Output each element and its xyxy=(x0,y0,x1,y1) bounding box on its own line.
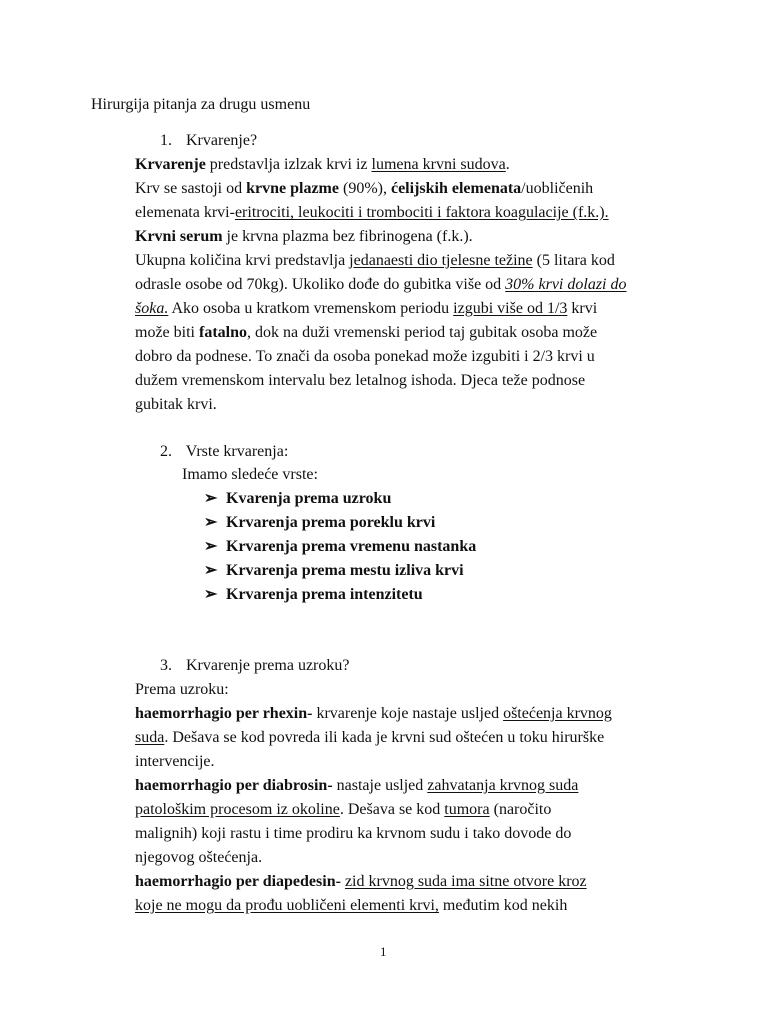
bold-term: fatalno xyxy=(198,324,247,341)
list-item-label: Krvarenja prema vremenu nastanka xyxy=(226,538,477,555)
bold-term: haemorrhagio per diapedesin- xyxy=(135,873,341,890)
text-line xyxy=(135,846,612,870)
text-run: dužem vremenskom intervalu bez letalnog ishoda. Djeca teže podnose xyxy=(135,372,586,389)
bold-term: Krvarenje xyxy=(135,156,206,173)
list-item-label: Krvarenja prema intenzitetu xyxy=(226,586,423,603)
list-item-label: Krvarenja prema mestu izliva krvi xyxy=(226,562,464,579)
underlined-text: koje ne mogu da prođu uobličeni elementi krvi, xyxy=(135,897,439,914)
list-item xyxy=(204,583,476,607)
text-line xyxy=(135,702,612,726)
list-item xyxy=(204,535,476,559)
text-run: intervencije. xyxy=(135,753,215,770)
text-run: . Dešava se kod povreda ili kada je krvni sud oštećen u toku hirurške xyxy=(164,729,605,746)
text-run: nastaje usljed xyxy=(332,777,428,794)
text-run: Ako osoba u kratkom vremenskom periodu xyxy=(168,300,454,317)
bold-term: haemorrhagio per rhexin- xyxy=(135,705,313,722)
text-run: je krvna plazma bez fibrinogena (f.k.). xyxy=(222,228,473,245)
underlined-text: jedanaesti dio tjelesne težine xyxy=(349,252,533,269)
arrow-bullet-icon: ➢ xyxy=(204,490,218,507)
document-title: Hirurgija pitanja za drugu usmenu xyxy=(91,96,311,113)
underlined-text: lumena krvni sudova xyxy=(371,156,506,173)
list-item xyxy=(204,559,476,583)
text-run: krvarenje koje nastaje usljed xyxy=(312,705,504,722)
question-3-answer xyxy=(135,678,612,918)
text-line xyxy=(135,798,612,822)
text-line xyxy=(135,225,627,249)
text-line xyxy=(135,774,612,798)
underlined-text: šoka. xyxy=(135,300,169,317)
text-line xyxy=(135,369,627,393)
bold-term: krvne plazme xyxy=(246,180,339,197)
text-run: međutim kod nekih xyxy=(438,897,568,914)
text-line xyxy=(135,153,627,177)
text-run: (naročito xyxy=(489,801,552,818)
question-2-title: Vrste krvarenja: xyxy=(185,443,289,460)
list-item-label: Krvarenja prema poreklu krvi xyxy=(226,514,436,531)
underlined-text: zid krvnog suda ima sitne otvore kroz xyxy=(344,873,587,890)
text-run: Ukupna količina krvi predstavlja xyxy=(135,252,350,269)
bold-term: Krvni serum xyxy=(135,228,223,245)
question-1-heading xyxy=(160,130,257,152)
text-run: gubitak krvi. xyxy=(135,396,217,413)
list-item xyxy=(204,511,476,535)
question-3-title: Krvarenje prema uzroku? xyxy=(186,657,350,674)
bold-term: ćelijskih elemenata xyxy=(390,180,522,197)
underlined-text: 30% krvi dolazi do xyxy=(505,276,627,293)
text-line xyxy=(135,894,612,918)
underlined-text: suda xyxy=(135,729,165,746)
text-line xyxy=(135,201,627,225)
text-line xyxy=(135,345,627,369)
text-run: Krv se sastoji od xyxy=(135,180,247,197)
underlined-text: tumora xyxy=(444,801,490,818)
text-run: , dok na duži vremenski period taj gubitak osoba može xyxy=(246,324,598,341)
arrow-bullet-icon: ➢ xyxy=(204,514,218,531)
underlined-text: patološkim procesom iz okoline xyxy=(135,801,340,818)
text-run: može biti xyxy=(135,324,199,341)
text-run: elemenata krvi- xyxy=(135,204,235,221)
question-1-answer xyxy=(135,153,627,417)
text-run: . Dešava se kod xyxy=(339,801,445,818)
text-line xyxy=(135,393,627,417)
question-2-number: 2. xyxy=(160,443,172,460)
text-line xyxy=(135,249,627,273)
text-run: (5 litara kod xyxy=(532,252,615,269)
question-1-title: Krvarenje? xyxy=(186,132,258,149)
underlined-text: izgubi više od 1/3 xyxy=(453,300,568,317)
list-item-label: Kvarenja prema uzroku xyxy=(226,490,392,507)
page-number: 1 xyxy=(380,944,387,959)
text-run: . xyxy=(505,156,510,173)
text-line xyxy=(135,273,627,297)
text-run: (90%), xyxy=(338,180,391,197)
text-line xyxy=(135,750,612,774)
question-2-heading xyxy=(160,441,288,463)
text-run: malignih) koji rastu i time prodiru ka krvnom sudu i tako dovode do xyxy=(135,825,572,842)
text-run: predstavlja izlzak krvi iz xyxy=(205,156,372,173)
question-3-heading xyxy=(160,655,349,677)
underlined-text: zahvatanja krvnog suda xyxy=(427,777,579,794)
bleeding-types-list xyxy=(204,487,476,607)
bold-term: haemorrhagio per diabrosin- xyxy=(135,777,333,794)
text-line xyxy=(135,726,612,750)
question-1-number: 1. xyxy=(160,132,172,149)
text-run: krvi xyxy=(567,300,598,317)
arrow-bullet-icon: ➢ xyxy=(204,562,218,579)
arrow-bullet-icon: ➢ xyxy=(204,538,218,555)
underlined-text: oštećenja krvnog xyxy=(503,705,612,722)
list-item xyxy=(204,487,476,511)
text-line xyxy=(135,870,612,894)
text-run: Prema uzroku: xyxy=(135,681,229,698)
arrow-bullet-icon: ➢ xyxy=(204,586,218,603)
text-line xyxy=(135,297,627,321)
question-2-intro: Imamo sledeće vrste: xyxy=(182,466,318,483)
text-line xyxy=(135,321,627,345)
text-run: njegovog oštećenja. xyxy=(135,849,263,866)
text-line xyxy=(135,822,612,846)
text-line xyxy=(135,177,627,201)
text-run: /uobličenih xyxy=(521,180,594,197)
text-run: dobro da podnese. To znači da osoba ponekad može izgubiti i 2/3 krvi u xyxy=(135,348,595,365)
underlined-text: eritrociti, leukociti i trombociti i faktora koagulacije (f.k.). xyxy=(234,204,609,221)
text-line xyxy=(135,678,612,702)
text-run: odrasle osobe od 70kg). Ukoliko dođe do gubitka više od xyxy=(135,276,506,293)
question-3-number: 3. xyxy=(160,657,172,674)
